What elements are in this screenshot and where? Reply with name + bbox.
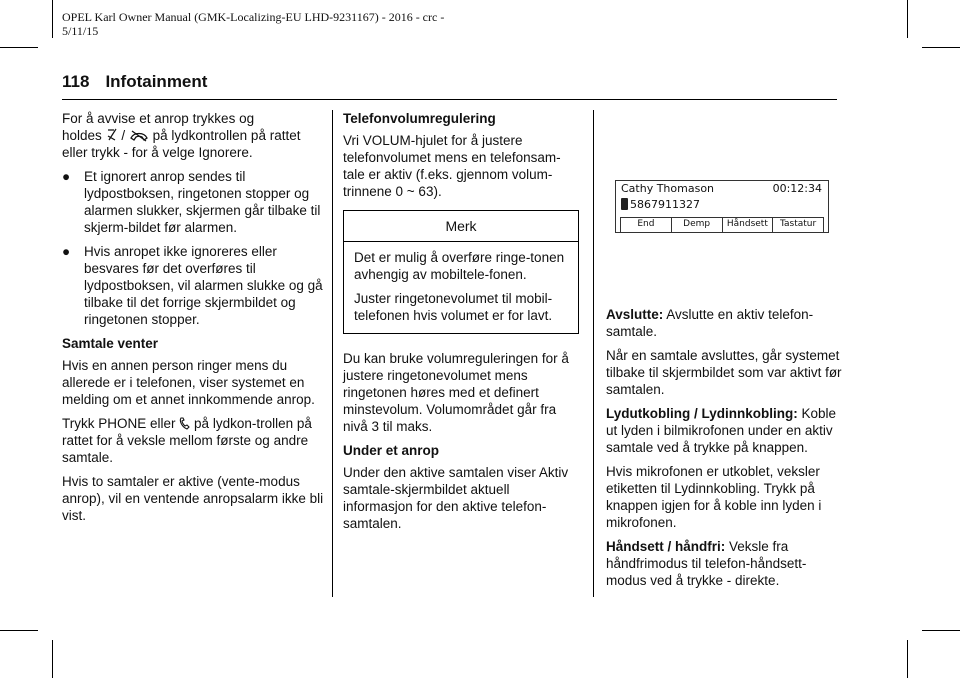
- paragraph: Når en samtale avsluttes, går systemet tilbake til skjermbildet som var aktivt før samtalen.: [606, 348, 842, 397]
- paragraph: Hvis mikrofonen er utkoblet, veksler etiketten til Lydinnkobling. Trykk på knappen igjen for å koble inn lyden i mikrofonen.: [606, 464, 822, 530]
- crop-mark: [907, 0, 908, 38]
- subheading-call-waiting: Samtale venter: [62, 336, 159, 351]
- term-label: Avslutte:: [606, 307, 664, 322]
- paragraph: Du kan bruke volumreguleringen for å justere ringetonevolumet mens ringetonen høres med et definert minstevolum. Volumområdet går fra nivå 3 til maks.: [343, 351, 569, 434]
- note-title: Merk: [344, 211, 578, 242]
- active-call-screen: [615, 180, 829, 233]
- text: Veksle fra håndfrimodus til telefon-håndsett-modus ved å trykke - direkte.: [606, 539, 807, 588]
- subheading-during-call: Under et anrop: [343, 443, 440, 458]
- text: /: [121, 128, 126, 143]
- paragraph: Hvis en annen person ringer mens du allerede er i telefonen, viser systemet en melding om et annet innkommende anrop.: [62, 358, 315, 407]
- column-2: [343, 110, 579, 539]
- handset-button[interactable]: Håndsett: [723, 218, 774, 232]
- term-label: Lydutkobling / Lydinnkobling:: [606, 406, 798, 421]
- text: Et ignorert anrop sendes til lydpostboksen, ringetonen stopper og alarmen slukker, skjermen går tilbake til skjerm-bildet før alarmen.: [84, 169, 321, 235]
- paragraph: Under den aktive samtalen viser Aktiv samtale-skjermbildet aktuell informasjon for den aktive telefon-samtalen.: [343, 465, 569, 531]
- column-divider: [332, 110, 333, 597]
- document-meta: [62, 10, 444, 38]
- paragraph: [606, 306, 842, 340]
- caller-number: 5867911327: [630, 198, 700, 211]
- mute-button[interactable]: Demp: [672, 218, 723, 232]
- text: på lydkontrollen på rattet eller trykk - for å velge Ignorere.: [62, 128, 301, 160]
- crop-mark: [52, 640, 53, 678]
- text: på lydkon-trollen på rattet for å veksle mellom første og andre samtale.: [62, 416, 312, 465]
- section-title: Infotainment: [105, 72, 208, 91]
- column-1: [62, 110, 324, 531]
- heading-rule: [62, 99, 837, 100]
- text: Hvis anropet ikke ignoreres eller besvares før det overføres til lydpostboksen, vil alarmen slukke og gå tilbake til det forrige skjermbildet og ringetonen stopper.: [84, 244, 323, 327]
- paragraph: [606, 405, 842, 456]
- note-paragraph: Juster ringetonevolumet til mobil-telefonen hvis volumet er for lavt.: [354, 291, 553, 323]
- text: Trykk PHONE eller: [62, 416, 176, 431]
- end-call-icon: [129, 130, 149, 142]
- list-item: [62, 243, 324, 328]
- mobile-phone-icon: [621, 198, 628, 210]
- bullet-icon: ●: [62, 244, 71, 259]
- crop-mark: [0, 630, 38, 631]
- end-button[interactable]: End: [621, 218, 672, 232]
- crop-mark: [922, 630, 960, 631]
- caller-number-row: [621, 198, 700, 211]
- meta-line-1: OPEL Karl Owner Manual (GMK-Localizing-EU LHD-9231167) - 2016 - crc -: [62, 10, 445, 24]
- page-number: 118: [62, 72, 90, 91]
- phone-call-icon: [179, 417, 190, 430]
- note-body: [344, 242, 578, 333]
- term-label: Håndsett / håndfri:: [606, 539, 726, 554]
- crop-mark: [922, 47, 960, 48]
- column-divider: [593, 110, 594, 597]
- crop-mark: [52, 0, 53, 38]
- paragraph: [62, 110, 324, 161]
- meta-line-2: 5/11/15: [62, 24, 99, 38]
- call-button-bar: [620, 217, 824, 233]
- page-heading: [62, 72, 207, 92]
- text: holdes: [62, 128, 102, 143]
- list-item: [62, 168, 324, 236]
- crop-mark: [907, 640, 908, 678]
- keypad-button[interactable]: Tastatur: [780, 219, 817, 229]
- column-3: [606, 306, 842, 596]
- paragraph: [606, 538, 842, 589]
- paragraph: [62, 415, 324, 466]
- paragraph: Hvis to samtaler er aktive (vente-modus anrop), vil en ventende anropsalarm ikke bli vist.: [62, 474, 324, 523]
- paragraph: Vri VOLUM-hjulet for å justere telefonvolumet mens en telefonsam-tale er aktiv (f.eks. gjennom volum-trinnene 0 ~ 63).: [343, 133, 561, 199]
- text: Avslutte en aktiv telefon-samtale.: [606, 307, 814, 339]
- call-timer: 00:12:34: [772, 182, 822, 195]
- text: For å avvise et anrop trykkes og: [62, 111, 255, 126]
- text: Koble ut lyden i bilmikrofonen under en aktiv samtale ved å trykke på knappen.: [606, 406, 837, 455]
- mute-phone-icon: [106, 128, 118, 142]
- crop-mark: [0, 47, 38, 48]
- caller-name: Cathy Thomason: [621, 182, 715, 195]
- note-box: [343, 210, 579, 334]
- note-paragraph: Det er mulig å overføre ringe-tonen avhengig av mobiltele-fonen.: [354, 250, 565, 282]
- bullet-icon: ●: [62, 169, 71, 184]
- subheading-phone-volume: Telefonvolumregulering: [343, 111, 496, 126]
